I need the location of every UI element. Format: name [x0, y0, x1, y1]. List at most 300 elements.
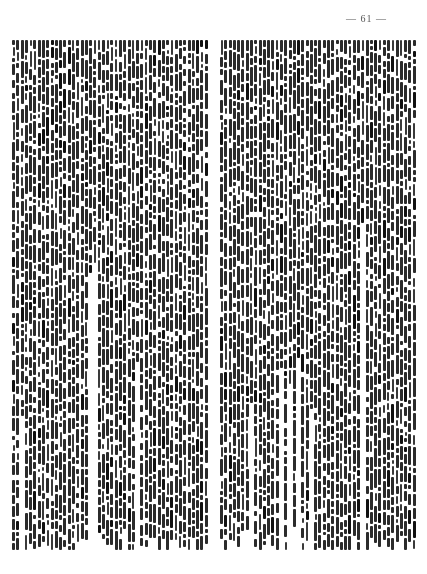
script-word	[110, 436, 113, 442]
script-word	[224, 222, 227, 238]
script-word	[400, 257, 403, 275]
script-word	[59, 244, 62, 252]
script-word	[289, 228, 292, 247]
script-word	[276, 424, 279, 428]
script-word	[110, 345, 113, 359]
script-word	[81, 501, 84, 512]
script-word	[370, 426, 373, 436]
script-word	[336, 283, 338, 300]
script-word	[47, 321, 49, 326]
script-word	[94, 218, 96, 222]
script-word	[396, 123, 399, 138]
script-word	[93, 100, 96, 118]
script-word	[200, 481, 203, 493]
script-word	[162, 253, 165, 272]
script-word	[353, 426, 356, 442]
script-word	[362, 121, 364, 135]
script-word	[12, 58, 15, 63]
script-word	[241, 221, 244, 230]
script-word	[153, 335, 156, 348]
script-word	[110, 364, 113, 373]
script-word	[225, 362, 227, 370]
script-word	[409, 382, 411, 398]
script-word	[224, 301, 227, 311]
script-word	[413, 40, 416, 46]
script-word	[136, 111, 139, 117]
script-word	[136, 66, 139, 79]
script-word	[175, 100, 178, 105]
script-word	[205, 385, 208, 403]
script-word	[284, 466, 287, 481]
script-word	[175, 133, 178, 149]
script-word	[284, 40, 287, 56]
script-word	[276, 430, 279, 444]
script-word	[201, 404, 203, 410]
script-word	[233, 269, 235, 277]
script-word	[271, 389, 274, 395]
script-word	[331, 472, 334, 479]
script-word	[94, 40, 96, 54]
script-word	[241, 321, 244, 331]
script-word	[246, 141, 249, 148]
script-word	[293, 56, 296, 60]
script-word	[60, 432, 62, 447]
script-word	[336, 517, 339, 535]
script-word	[314, 380, 317, 393]
script-word	[301, 151, 304, 162]
script-word	[119, 208, 122, 222]
script-word	[323, 392, 326, 405]
script-word	[153, 55, 156, 66]
script-word	[306, 317, 309, 332]
script-word	[263, 438, 266, 446]
script-word	[115, 445, 118, 455]
script-word	[366, 188, 369, 199]
script-word	[149, 255, 152, 270]
script-word	[175, 313, 178, 329]
script-word	[220, 257, 223, 266]
script-word	[344, 40, 347, 54]
script-word	[166, 197, 169, 205]
script-word	[102, 104, 104, 123]
script-word	[184, 457, 186, 475]
script-word	[254, 56, 257, 63]
script-word	[200, 139, 203, 151]
script-word	[331, 331, 334, 342]
script-word	[153, 311, 156, 330]
script-word	[192, 133, 195, 142]
script-word	[29, 85, 32, 90]
script-word	[344, 253, 347, 269]
script-word	[55, 287, 58, 305]
script-word	[254, 426, 257, 436]
script-word	[175, 107, 178, 122]
script-word	[323, 428, 326, 438]
script-word	[140, 288, 143, 300]
script-word	[136, 342, 139, 351]
script-word	[259, 88, 262, 105]
script-word	[55, 388, 58, 397]
script-word	[205, 288, 208, 306]
script-word	[149, 309, 152, 320]
script-word	[63, 210, 66, 225]
script-word	[33, 177, 36, 184]
script-word	[267, 123, 270, 138]
script-word	[383, 47, 386, 56]
script-word	[111, 47, 113, 61]
script-word	[387, 337, 390, 344]
script-word	[331, 426, 334, 434]
script-word	[268, 209, 270, 226]
script-word	[115, 277, 117, 285]
script-word	[327, 523, 330, 532]
script-word	[188, 527, 191, 537]
script-word	[153, 157, 156, 171]
script-word	[241, 512, 244, 521]
script-word	[224, 40, 227, 49]
script-word	[205, 93, 208, 109]
script-word	[319, 417, 321, 422]
script-word	[378, 93, 381, 101]
script-word	[310, 160, 313, 166]
script-word	[314, 255, 317, 272]
script-word	[263, 249, 266, 256]
script-word	[246, 175, 249, 182]
script-word	[188, 256, 191, 268]
script-word	[46, 369, 49, 374]
script-word	[387, 243, 390, 249]
script-word	[98, 62, 101, 80]
script-word	[353, 128, 356, 137]
script-word	[318, 266, 321, 279]
script-word	[396, 263, 399, 271]
script-word	[336, 158, 339, 168]
script-word	[38, 387, 41, 398]
script-word	[42, 536, 45, 542]
script-word	[119, 444, 122, 451]
script-word	[237, 112, 240, 130]
script-word	[289, 181, 292, 187]
script-word	[72, 40, 74, 51]
script-word	[340, 86, 343, 94]
script-word	[306, 472, 309, 488]
script-word	[145, 40, 148, 46]
script-word	[400, 40, 402, 56]
script-word	[246, 302, 249, 317]
script-word	[72, 126, 75, 140]
script-word	[175, 354, 177, 363]
script-word	[413, 123, 415, 139]
script-word	[396, 237, 399, 245]
script-word	[327, 83, 330, 99]
script-word	[21, 188, 24, 199]
script-word	[128, 49, 131, 64]
script-word	[344, 484, 347, 503]
script-word	[357, 478, 360, 490]
script-word	[374, 372, 377, 385]
script-word	[387, 143, 390, 161]
script-word	[140, 226, 143, 239]
script-word	[132, 119, 134, 127]
script-word	[241, 420, 244, 432]
script-word	[387, 98, 390, 111]
script-word	[167, 174, 169, 179]
script-line	[237, 40, 240, 552]
script-word	[323, 40, 326, 48]
script-word	[183, 40, 186, 45]
script-word	[220, 373, 223, 385]
script-word	[276, 503, 279, 513]
script-word	[59, 404, 62, 411]
script-word	[306, 149, 308, 166]
script-word	[348, 501, 351, 513]
script-word	[46, 138, 49, 154]
script-word	[246, 231, 249, 247]
script-word	[38, 477, 40, 483]
script-word	[323, 227, 326, 237]
script-word	[132, 288, 135, 303]
script-word	[314, 543, 317, 550]
script-word	[63, 230, 66, 249]
script-word	[85, 40, 88, 55]
script-word	[263, 469, 266, 488]
script-word	[280, 275, 283, 281]
script-word	[370, 259, 373, 269]
script-word	[267, 518, 270, 535]
script-word	[149, 141, 152, 155]
script-word	[171, 426, 173, 438]
script-word	[314, 40, 317, 46]
script-word	[149, 204, 152, 210]
script-word	[387, 274, 390, 289]
script-word	[374, 257, 377, 261]
script-word	[38, 85, 41, 100]
script-word	[158, 340, 161, 344]
script-word	[276, 446, 279, 458]
script-word	[158, 234, 161, 253]
script-word	[132, 460, 135, 469]
script-word	[293, 40, 296, 54]
script-word	[255, 367, 257, 379]
script-word	[63, 518, 66, 535]
script-word	[237, 511, 240, 522]
script-word	[110, 378, 113, 393]
script-word	[348, 77, 351, 86]
script-word	[12, 257, 15, 267]
script-word	[179, 40, 182, 46]
script-line	[192, 40, 195, 552]
script-word	[370, 457, 373, 471]
script-word	[183, 477, 186, 486]
script-word	[259, 123, 262, 140]
script-word	[72, 209, 74, 217]
script-word	[284, 349, 287, 355]
script-word	[179, 314, 182, 330]
script-word	[331, 172, 334, 187]
script-word	[306, 255, 309, 263]
script-word	[162, 492, 165, 509]
script-word	[297, 40, 300, 55]
script-word	[158, 409, 161, 428]
script-word	[175, 403, 178, 409]
script-word	[370, 361, 372, 374]
script-word	[319, 434, 321, 439]
script-word	[353, 338, 356, 342]
script-word	[271, 72, 274, 81]
script-word	[42, 106, 45, 110]
script-word	[89, 66, 92, 83]
script-word	[267, 341, 270, 349]
script-word	[171, 88, 173, 92]
script-line	[344, 40, 347, 552]
script-word	[276, 353, 279, 359]
script-word	[327, 444, 330, 461]
script-word	[241, 434, 244, 448]
script-word	[323, 370, 326, 387]
script-word	[16, 355, 19, 367]
script-word	[102, 70, 105, 83]
script-word	[370, 492, 373, 510]
script-word	[81, 487, 84, 499]
script-word	[306, 387, 308, 403]
script-word	[323, 159, 326, 171]
script-word	[93, 197, 96, 209]
script-word	[200, 220, 203, 230]
script-word	[233, 433, 236, 446]
script-word	[353, 261, 356, 278]
script-word	[12, 191, 15, 208]
script-word	[344, 327, 347, 340]
script-word	[145, 460, 148, 477]
script-word	[128, 207, 130, 223]
script-word	[46, 71, 49, 85]
script-word	[33, 377, 36, 392]
script-word	[327, 463, 330, 475]
script-word	[353, 55, 356, 63]
script-word	[293, 406, 296, 411]
script-word	[128, 114, 131, 133]
script-word	[60, 416, 62, 422]
script-word	[42, 60, 45, 75]
script-word	[340, 194, 343, 198]
script-word	[107, 226, 109, 245]
script-word	[284, 136, 287, 152]
script-word	[241, 84, 244, 92]
script-word	[220, 336, 223, 351]
script-word	[323, 89, 326, 104]
script-word	[120, 278, 122, 295]
script-word	[323, 540, 326, 550]
script-word	[145, 502, 148, 509]
script-word	[29, 246, 32, 260]
script-word	[85, 435, 88, 452]
script-word	[284, 161, 287, 170]
script-word	[166, 40, 169, 45]
script-word	[220, 529, 223, 539]
script-word	[98, 95, 101, 104]
script-word	[259, 73, 261, 87]
script-word	[233, 188, 235, 193]
script-word	[233, 121, 236, 140]
script-word	[233, 448, 236, 454]
script-word	[55, 179, 58, 189]
script-word	[85, 371, 87, 387]
script-word	[378, 419, 381, 438]
script-word	[68, 498, 71, 514]
script-word	[38, 501, 41, 518]
script-word	[378, 525, 381, 529]
script-word	[170, 368, 173, 380]
script-word	[29, 197, 32, 201]
script-word	[175, 376, 178, 392]
script-word	[102, 505, 105, 512]
script-word	[140, 53, 143, 59]
script-word	[344, 175, 347, 181]
script-word	[314, 69, 317, 77]
script-word	[33, 297, 36, 304]
script-word	[72, 337, 75, 347]
script-word	[140, 538, 143, 546]
script-word	[229, 138, 231, 143]
script-word	[46, 498, 49, 509]
script-line	[224, 40, 227, 552]
script-word	[378, 331, 381, 339]
script-word	[68, 448, 71, 459]
script-word	[366, 125, 369, 142]
script-word	[145, 150, 148, 164]
script-word	[76, 40, 79, 46]
script-word	[271, 40, 274, 59]
script-word	[51, 163, 54, 178]
script-word	[229, 272, 232, 291]
script-word	[72, 525, 75, 529]
script-word	[284, 371, 287, 376]
script-word	[145, 379, 148, 389]
script-word	[272, 61, 274, 70]
script-word	[110, 428, 113, 434]
script-word	[396, 420, 398, 426]
script-word	[115, 59, 117, 72]
script-word	[63, 357, 66, 370]
script-word	[361, 93, 364, 99]
script-word	[255, 46, 257, 54]
script-word	[25, 389, 28, 405]
script-word	[246, 73, 249, 81]
script-word	[128, 83, 131, 99]
script-word	[200, 256, 203, 264]
script-word	[197, 426, 199, 437]
script-word	[391, 425, 394, 441]
script-word	[370, 411, 373, 424]
script-word	[72, 349, 75, 358]
script-word	[132, 532, 135, 542]
script-word	[145, 166, 148, 178]
script-word	[12, 224, 15, 230]
script-word	[374, 524, 377, 543]
script-word	[331, 436, 334, 440]
script-word	[284, 503, 287, 520]
script-word	[344, 105, 347, 119]
script-word	[38, 148, 41, 160]
script-word	[42, 352, 45, 364]
script-word	[229, 212, 231, 224]
script-word	[408, 434, 411, 444]
script-word	[224, 119, 227, 125]
script-word	[301, 218, 304, 225]
script-word	[200, 296, 203, 302]
script-word	[33, 362, 36, 375]
script-word	[404, 85, 407, 102]
